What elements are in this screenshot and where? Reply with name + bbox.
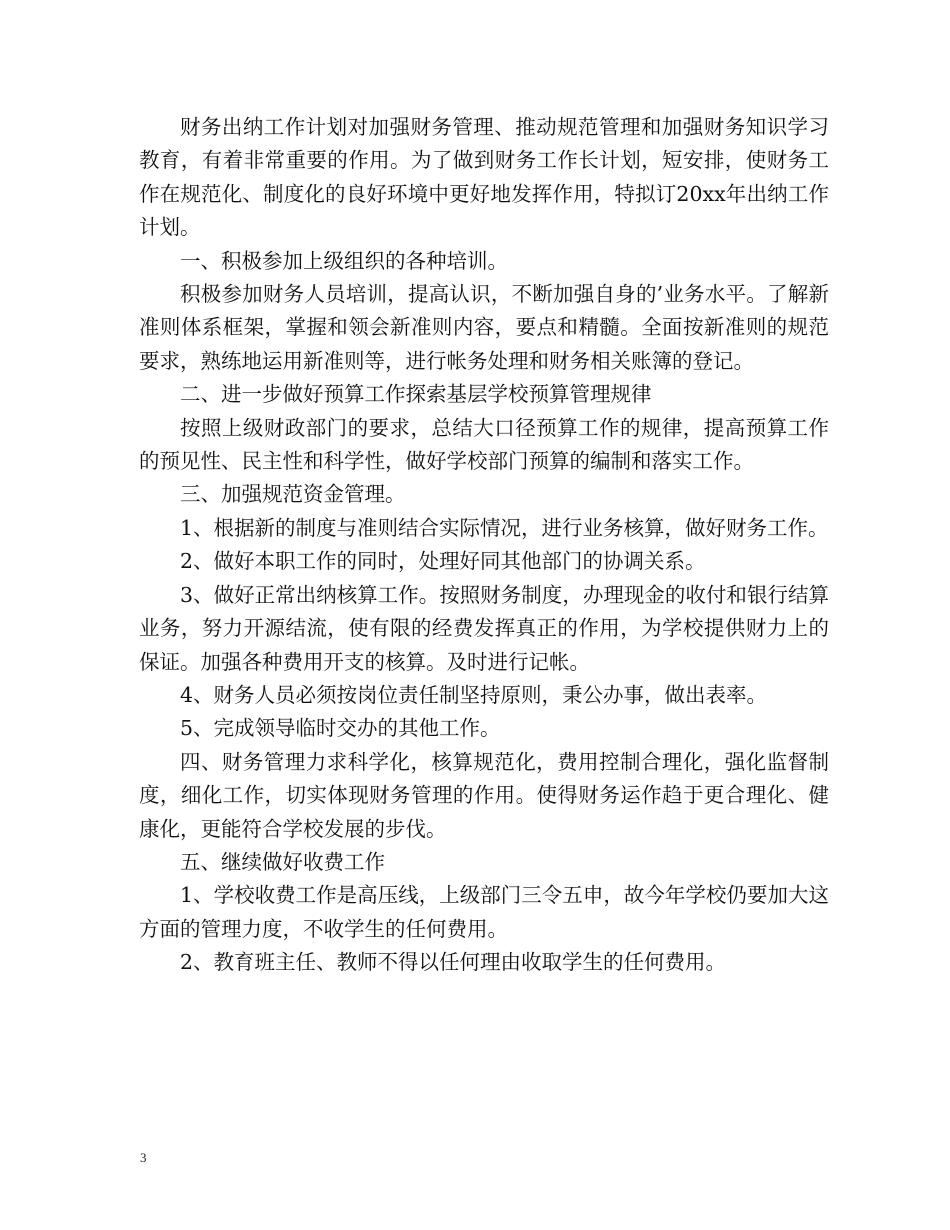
section-1-heading: 一、积极参加上级组织的各种培训。 [180,248,508,273]
section-1-paragraph: 积极参加财务人员培训，提高认识，不断加强自身的’业务水平。了解新准则体系框架，掌握和领会新准则内容，要点和精髓。全面按新准则的规范要求，熟练地运用新准则等，进行帐务处理和财务相关账簿的登记。 [139,282,829,373]
section-5-item-2: 2、教育班主任、教师不得以任何理由收取学生的任何费用。 [180,950,727,975]
section-3-item-1: 1、根据新的制度与准则结合实际情况，进行业务核算，做好财务工作。 [180,515,829,540]
section-2-heading: 二、进一步做好预算工作探索基层学校预算管理规律 [180,382,652,407]
section-3-item-3: 3、做好正常出纳核算工作。按照财务制度，办理现金的收付和银行结算业务，努力开源结流，使有限的经费发挥真正的作用，为学校提供财力上的保证。加强各种费用开支的核算。及时进行记帐。 [139,582,829,674]
section-3-item-4: 4、财务人员必须按岗位责任制坚持原则，秉公办事，做出表率。 [180,682,768,707]
section-3-item-2: 2、做好本职工作的同时，处理好同其他部门的协调关系。 [180,549,706,574]
section-5-item-1: 1、学校收费工作是高压线，上级部门三令五申，故今年学校仍要加大这方面的管理力度，不收学生的任何费用。 [139,883,829,941]
section-5-heading: 五、继续做好收费工作 [180,849,385,874]
section-2-paragraph: 按照上级财政部门的要求，总结大口径预算工作的规律，提高预算工作的预见性、民主性和科学性，做好学校部门预算的编制和落实工作。 [139,415,829,474]
page-number: 3 [140,1150,147,1165]
section-3-heading: 三、加强规范资金管理。 [180,482,406,507]
document-body [139,111,829,980]
section-4-paragraph: 四、财务管理力求科学化，核算规范化，费用控制合理化，强化监督制度，细化工作，切实体现财务管理的作用。使得财务运作趋于更合理化、健康化，更能符合学校发展的步伐。 [139,749,829,841]
intro-paragraph: 财务出纳工作计划对加强财务管理、推动规范管理和加强财务知识学习教育，有着非常重要的作用。为了做到财务工作长计划，短安排，使财务工作在规范化、制度化的良好环境中更好地发挥作用，特拟订20xx年出纳工作计划。 [139,115,829,240]
section-3-item-5: 5、完成领导临时交办的其他工作。 [180,716,501,741]
